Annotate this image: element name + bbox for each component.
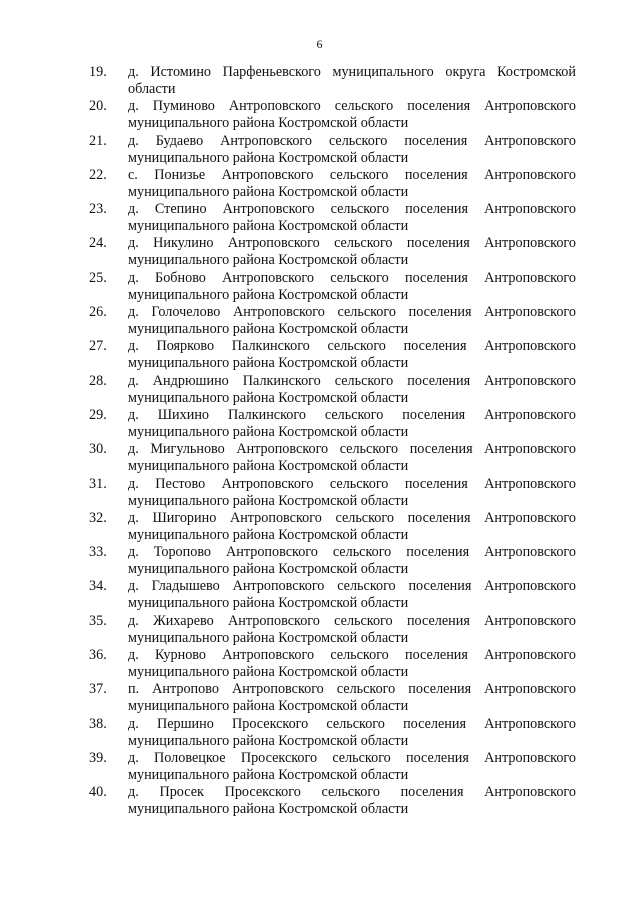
item-text-line-2: муниципального района Костромской области — [128, 183, 409, 200]
item-number: 22. — [89, 166, 107, 183]
list-item — [0, 338, 639, 372]
item-text-line-2: муниципального района Костромской области — [128, 286, 409, 303]
item-text-line-2: муниципального района Костромской области — [128, 458, 409, 475]
list-item — [0, 784, 639, 818]
list-item — [0, 681, 639, 715]
item-number: 40. — [89, 784, 107, 801]
item-text-line-1: с. Понизье Антроповского сельского поселения Антроповского — [128, 166, 576, 183]
list-item — [0, 304, 639, 338]
item-text-line-1: д. Голочелово Антроповского сельского поселения Антроповского — [128, 304, 576, 321]
item-text-line-2: муниципального района Костромской области — [128, 526, 409, 543]
list-item — [0, 201, 639, 235]
list-item — [0, 647, 639, 681]
item-text-line-1: д. Торопово Антроповского сельского поселения Антроповского — [128, 544, 576, 561]
item-text-line-2: муниципального района Костромской области — [128, 218, 409, 235]
item-text-line-2: муниципального района Костромской области — [128, 698, 409, 715]
item-number: 26. — [89, 304, 107, 321]
item-number: 30. — [89, 441, 107, 458]
item-text-line-2: муниципального района Костромской области — [128, 766, 409, 783]
item-text-line-2: муниципального района Костромской области — [128, 149, 409, 166]
item-number: 32. — [89, 509, 107, 526]
item-text-line-2: муниципального района Костромской области — [128, 629, 409, 646]
list-item — [0, 270, 639, 304]
list-item — [0, 64, 639, 98]
list-item — [0, 235, 639, 269]
item-text-line-1: д. Шигорино Антроповского сельского поселения Антроповского — [128, 509, 576, 526]
list-item — [0, 716, 639, 750]
item-text-line-1: д. Поярково Палкинского сельского поселения Антроповского — [128, 338, 576, 355]
list-item — [0, 750, 639, 784]
item-text-line-1: д. Шихино Палкинского сельского поселения Антроповского — [128, 406, 576, 423]
item-text-line-2: муниципального района Костромской области — [128, 355, 409, 372]
item-text-line-2: муниципального района Костромской области — [128, 115, 409, 132]
item-text-line-2: области — [128, 81, 176, 97]
list-item — [0, 613, 639, 647]
item-number: 35. — [89, 612, 107, 629]
item-text-line-1: д. Першино Просекского сельского поселения Антроповского — [128, 715, 576, 732]
item-text-line-2: муниципального района Костромской области — [128, 595, 409, 612]
item-number: 27. — [89, 338, 107, 355]
item-number: 39. — [89, 749, 107, 766]
item-number: 20. — [89, 98, 107, 115]
item-text-line-2: муниципального района Костромской области — [128, 732, 409, 749]
list-item — [0, 510, 639, 544]
item-number: 33. — [89, 544, 107, 561]
item-number: 28. — [89, 372, 107, 389]
item-number: 24. — [89, 235, 107, 252]
item-number: 36. — [89, 647, 107, 664]
item-text-line-1: д. Андрюшино Палкинского сельского поселения Антроповского — [128, 372, 576, 389]
item-text-line-2: муниципального района Костромской области — [128, 664, 409, 681]
item-text-line-1: д. Истомино Парфеньевского муниципального округа Костромской — [128, 64, 576, 80]
list-item — [0, 407, 639, 441]
item-text-line-1: д. Мигульново Антроповского сельского поселения Антроповского — [128, 441, 576, 458]
list-item — [0, 167, 639, 201]
item-text-line-1: д. Никулино Антроповского сельского поселения Антроповского — [128, 235, 576, 252]
item-text-line-1: д. Пестово Антроповского сельского поселения Антроповского — [128, 475, 576, 492]
page-number: 6 — [316, 37, 323, 51]
item-text-line-1: д. Курново Антроповского сельского поселения Антроповского — [128, 647, 576, 664]
item-text-line-1: д. Жихарево Антроповского сельского поселения Антроповского — [128, 612, 576, 629]
item-text-line-1: д. Просек Просекского сельского поселения Антроповского — [128, 784, 576, 801]
item-number: 25. — [89, 269, 107, 286]
item-number: 31. — [89, 475, 107, 492]
list-item — [0, 544, 639, 578]
item-number: 21. — [89, 132, 107, 149]
item-number: 37. — [89, 681, 107, 698]
item-number: 19. — [89, 64, 107, 80]
list-item — [0, 476, 639, 510]
item-text-line-2: муниципального района Костромской области — [128, 561, 409, 578]
item-text-line-1: п. Антропово Антроповского сельского поселения Антроповского — [128, 681, 576, 698]
item-text-line-2: муниципального района Костромской области — [128, 801, 409, 818]
settlement-list — [0, 64, 639, 819]
item-text-line-1: д. Пуминово Антроповского сельского поселения Антроповского — [128, 98, 576, 115]
item-number: 38. — [89, 715, 107, 732]
item-text-line-2: муниципального района Костромской области — [128, 321, 409, 338]
item-number: 23. — [89, 201, 107, 218]
item-number: 29. — [89, 406, 107, 423]
item-text-line-1: д. Гладышево Антроповского сельского поселения Антроповского — [128, 578, 576, 595]
list-item — [0, 578, 639, 612]
list-item — [0, 373, 639, 407]
list-item — [0, 133, 639, 167]
item-text-line-1: д. Степино Антроповского сельского поселения Антроповского — [128, 201, 576, 218]
list-item — [0, 98, 639, 132]
item-text-line-2: муниципального района Костромской области — [128, 492, 409, 509]
item-text-line-1: д. Половецкое Просекского сельского поселения Антроповского — [128, 749, 576, 766]
item-text-line-1: д. Бобново Антроповского сельского поселения Антроповского — [128, 269, 576, 286]
item-text-line-2: муниципального района Костромской области — [128, 423, 409, 440]
item-text-line-2: муниципального района Костромской области — [128, 252, 409, 269]
item-text-line-1: д. Будаево Антроповского сельского поселения Антроповского — [128, 132, 576, 149]
item-number: 34. — [89, 578, 107, 595]
list-item — [0, 441, 639, 475]
item-text-line-2: муниципального района Костромской области — [128, 389, 409, 406]
